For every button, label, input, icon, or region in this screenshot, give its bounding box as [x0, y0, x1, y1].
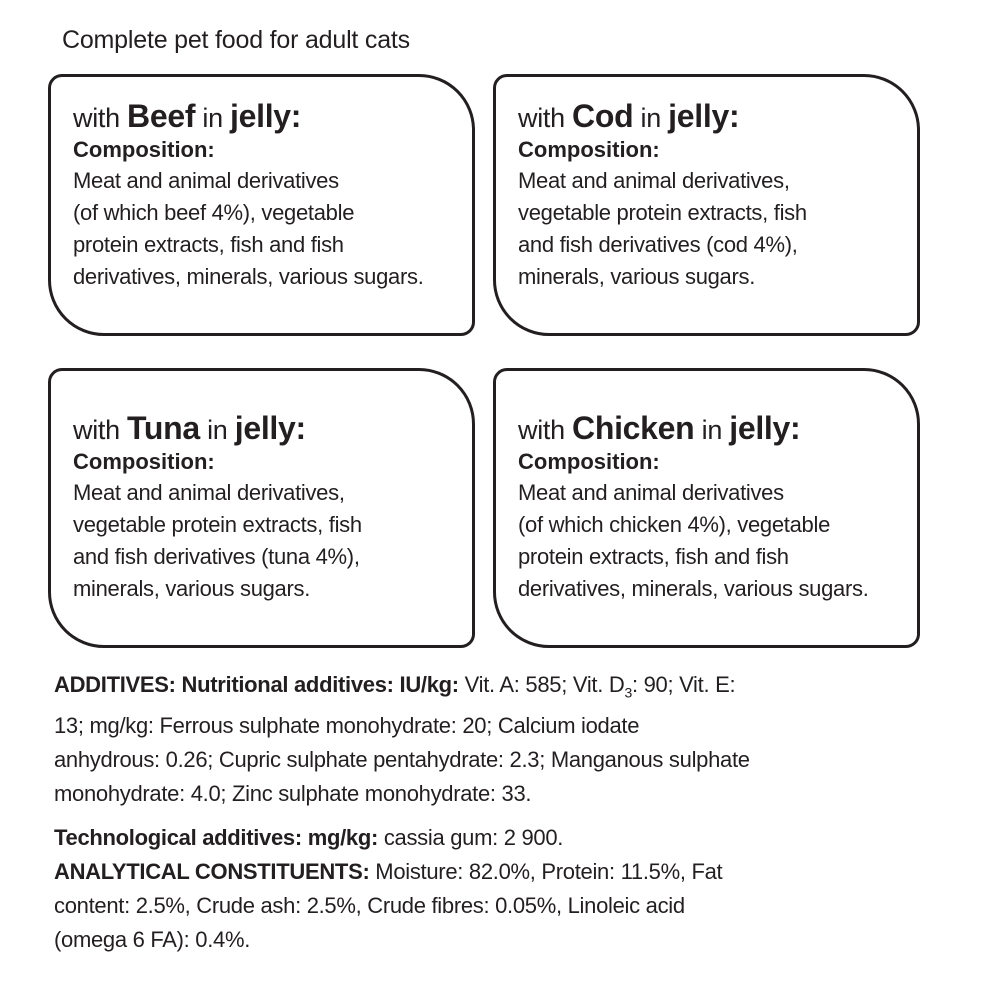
- variety-box-tuna: [48, 368, 475, 648]
- composition-text: Meat and animal derivatives (of which beef 4%), vegetable protein extracts, fish and fish derivatives, minerals, various sugars.: [73, 168, 424, 289]
- composition-text: Meat and animal derivatives, vegetable protein extracts, fish and fish derivatives (tuna 4%), minerals, various sugars.: [73, 480, 362, 601]
- variety-title: with Cod in jelly:: [518, 98, 740, 134]
- variety-title: with Beef in jelly:: [73, 98, 302, 134]
- variety-title: with Chicken in jelly:: [518, 410, 801, 446]
- analytical-line-2: content: 2.5%, Crude ash: 2.5%, Crude fibres: 0.05%, Linoleic acid: [54, 893, 685, 919]
- analytical-line-3: (omega 6 FA): 0.4%.: [54, 927, 251, 953]
- composition-text: Meat and animal derivatives, vegetable protein extracts, fish and fish derivatives (cod 4%), minerals, various sugars.: [518, 168, 807, 289]
- composition-label: Composition:: [518, 137, 660, 162]
- additives-line-4: monohydrate: 4.0; Zinc sulphate monohydrate: 33.: [54, 781, 532, 807]
- analytical-line-1: ANALYTICAL CONSTITUENTS: Moisture: 82.0%, Protein: 11.5%, Fat: [54, 859, 723, 885]
- variety-box-beef: [48, 74, 475, 336]
- composition-text: Meat and animal derivatives (of which chicken 4%), vegetable protein extracts, fish and fish derivatives, minerals, various sugars.: [518, 480, 869, 601]
- additives-line-2: 13; mg/kg: Ferrous sulphate monohydrate: 20; Calcium iodate: [54, 713, 640, 739]
- composition-label: Composition:: [73, 137, 215, 162]
- additives-line-3: anhydrous: 0.26; Cupric sulphate pentahydrate: 2.3; Manganous sulphate: [54, 747, 750, 773]
- additives-line-1: ADDITIVES: Nutritional additives: IU/kg: Vit. A: 585; Vit. $D_3$: 90; Vit. E:: [54, 672, 736, 701]
- composition-label: Composition:: [73, 449, 215, 474]
- composition-label: Composition:: [518, 449, 660, 474]
- technological-additives: Technological additives: mg/kg: cassia gum: 2 900.: [54, 825, 564, 851]
- additives-section: [54, 668, 974, 957]
- variety-box-cod: [493, 74, 920, 336]
- page-heading: Complete pet food for adult cats: [62, 26, 410, 54]
- variety-box-chicken: [493, 368, 920, 648]
- variety-title: with Tuna in jelly:: [73, 410, 306, 446]
